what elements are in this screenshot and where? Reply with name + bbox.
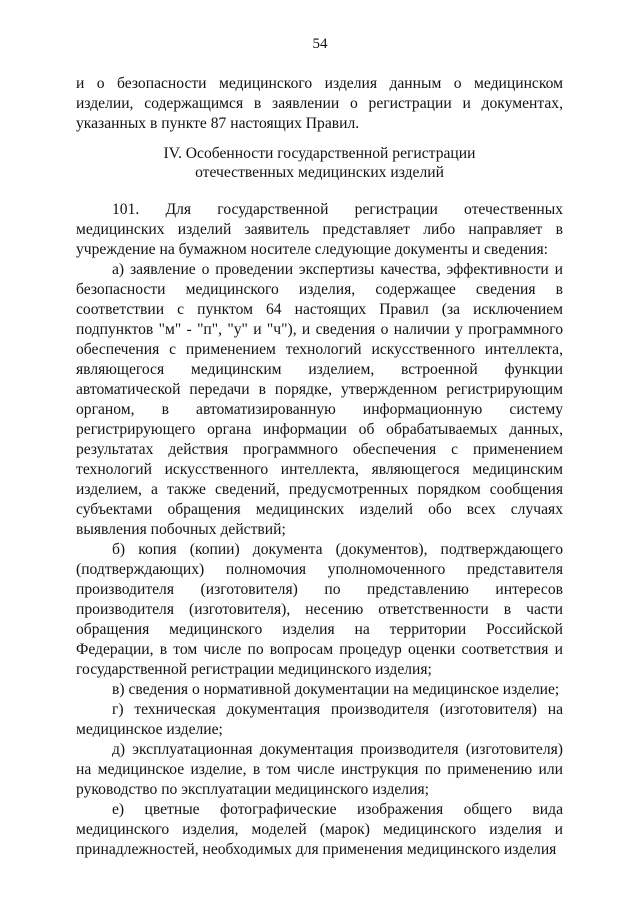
item-v: в) сведения о нормативной документации на медицинское изделие; (112, 681, 560, 698)
item-d: д) эксплуатационная документация производителя (изготовителя) на медицинское изделие, в том числе инструкция по применению или руководство по эксплуатации медицинского изделия; (76, 741, 563, 798)
item-a: а) заявление о проведении экспертизы качества, эффективности и безопасности медицинского изделия, содержащее сведения в соответствии с пунктом 64 настоящих Правил (за исключением подпунктов "м" - "п", "у" и "ч"), и сведения о наличии у программного обеспечения с применением технологий искусственного интеллекта, являющегося медицинским изделием, встроенной функции автоматической передачи в порядке, утвержденном регистрирующим органом, в автоматизированную информационную систему регистрирующего органа информации об обрабатываемых данных, результатах действия программного обеспечения с применением технологий искусственного интеллекта, являющегося медицинским изделием, а также сведений, предусмотренных порядком сообщения субъектами обращения медицинских изделий обо всех случаях выявления побочных действий; (76, 261, 563, 538)
item-g: г) техническая документация производителя (изготовителя) на медицинское изделие; (76, 701, 563, 738)
page-number: 54 (312, 36, 328, 52)
document-body (76, 74, 563, 860)
item-b: б) копия (копии) документа (документов), подтверждающего (подтверждающих) полномочия уполномоченного представителя производителя (изготовителя) по представлению интересов производителя (изготовителя), несению ответственности в части обращения медицинского изделия на территории Российской Федерации, в том числе по вопросам процедур оценки соответствия и государственной регистрации медицинского изделия; (76, 541, 563, 678)
section-heading (76, 144, 563, 182)
section-heading-line-2: отечественных медицинских изделий (195, 164, 444, 181)
section-heading-line-1: IV. Особенности государственной регистрации (163, 145, 476, 162)
paragraph-101: 101. Для государственной регистрации отечественных медицинских изделий заявитель представляет либо направляет в учреждение на бумажном носителе следующие документы и сведения: (76, 201, 563, 258)
intro-paragraph: и о безопасности медицинского изделия данным о медицинском изделии, содержащимся в заявлении о регистрации и документах, указанных в пункте 87 настоящих Правил. (76, 75, 563, 132)
item-e: е) цветные фотографические изображения общего вида медицинского изделия, моделей (марок) медицинского изделия и принадлежностей, необходимых для применения медицинского изделия (76, 801, 563, 858)
